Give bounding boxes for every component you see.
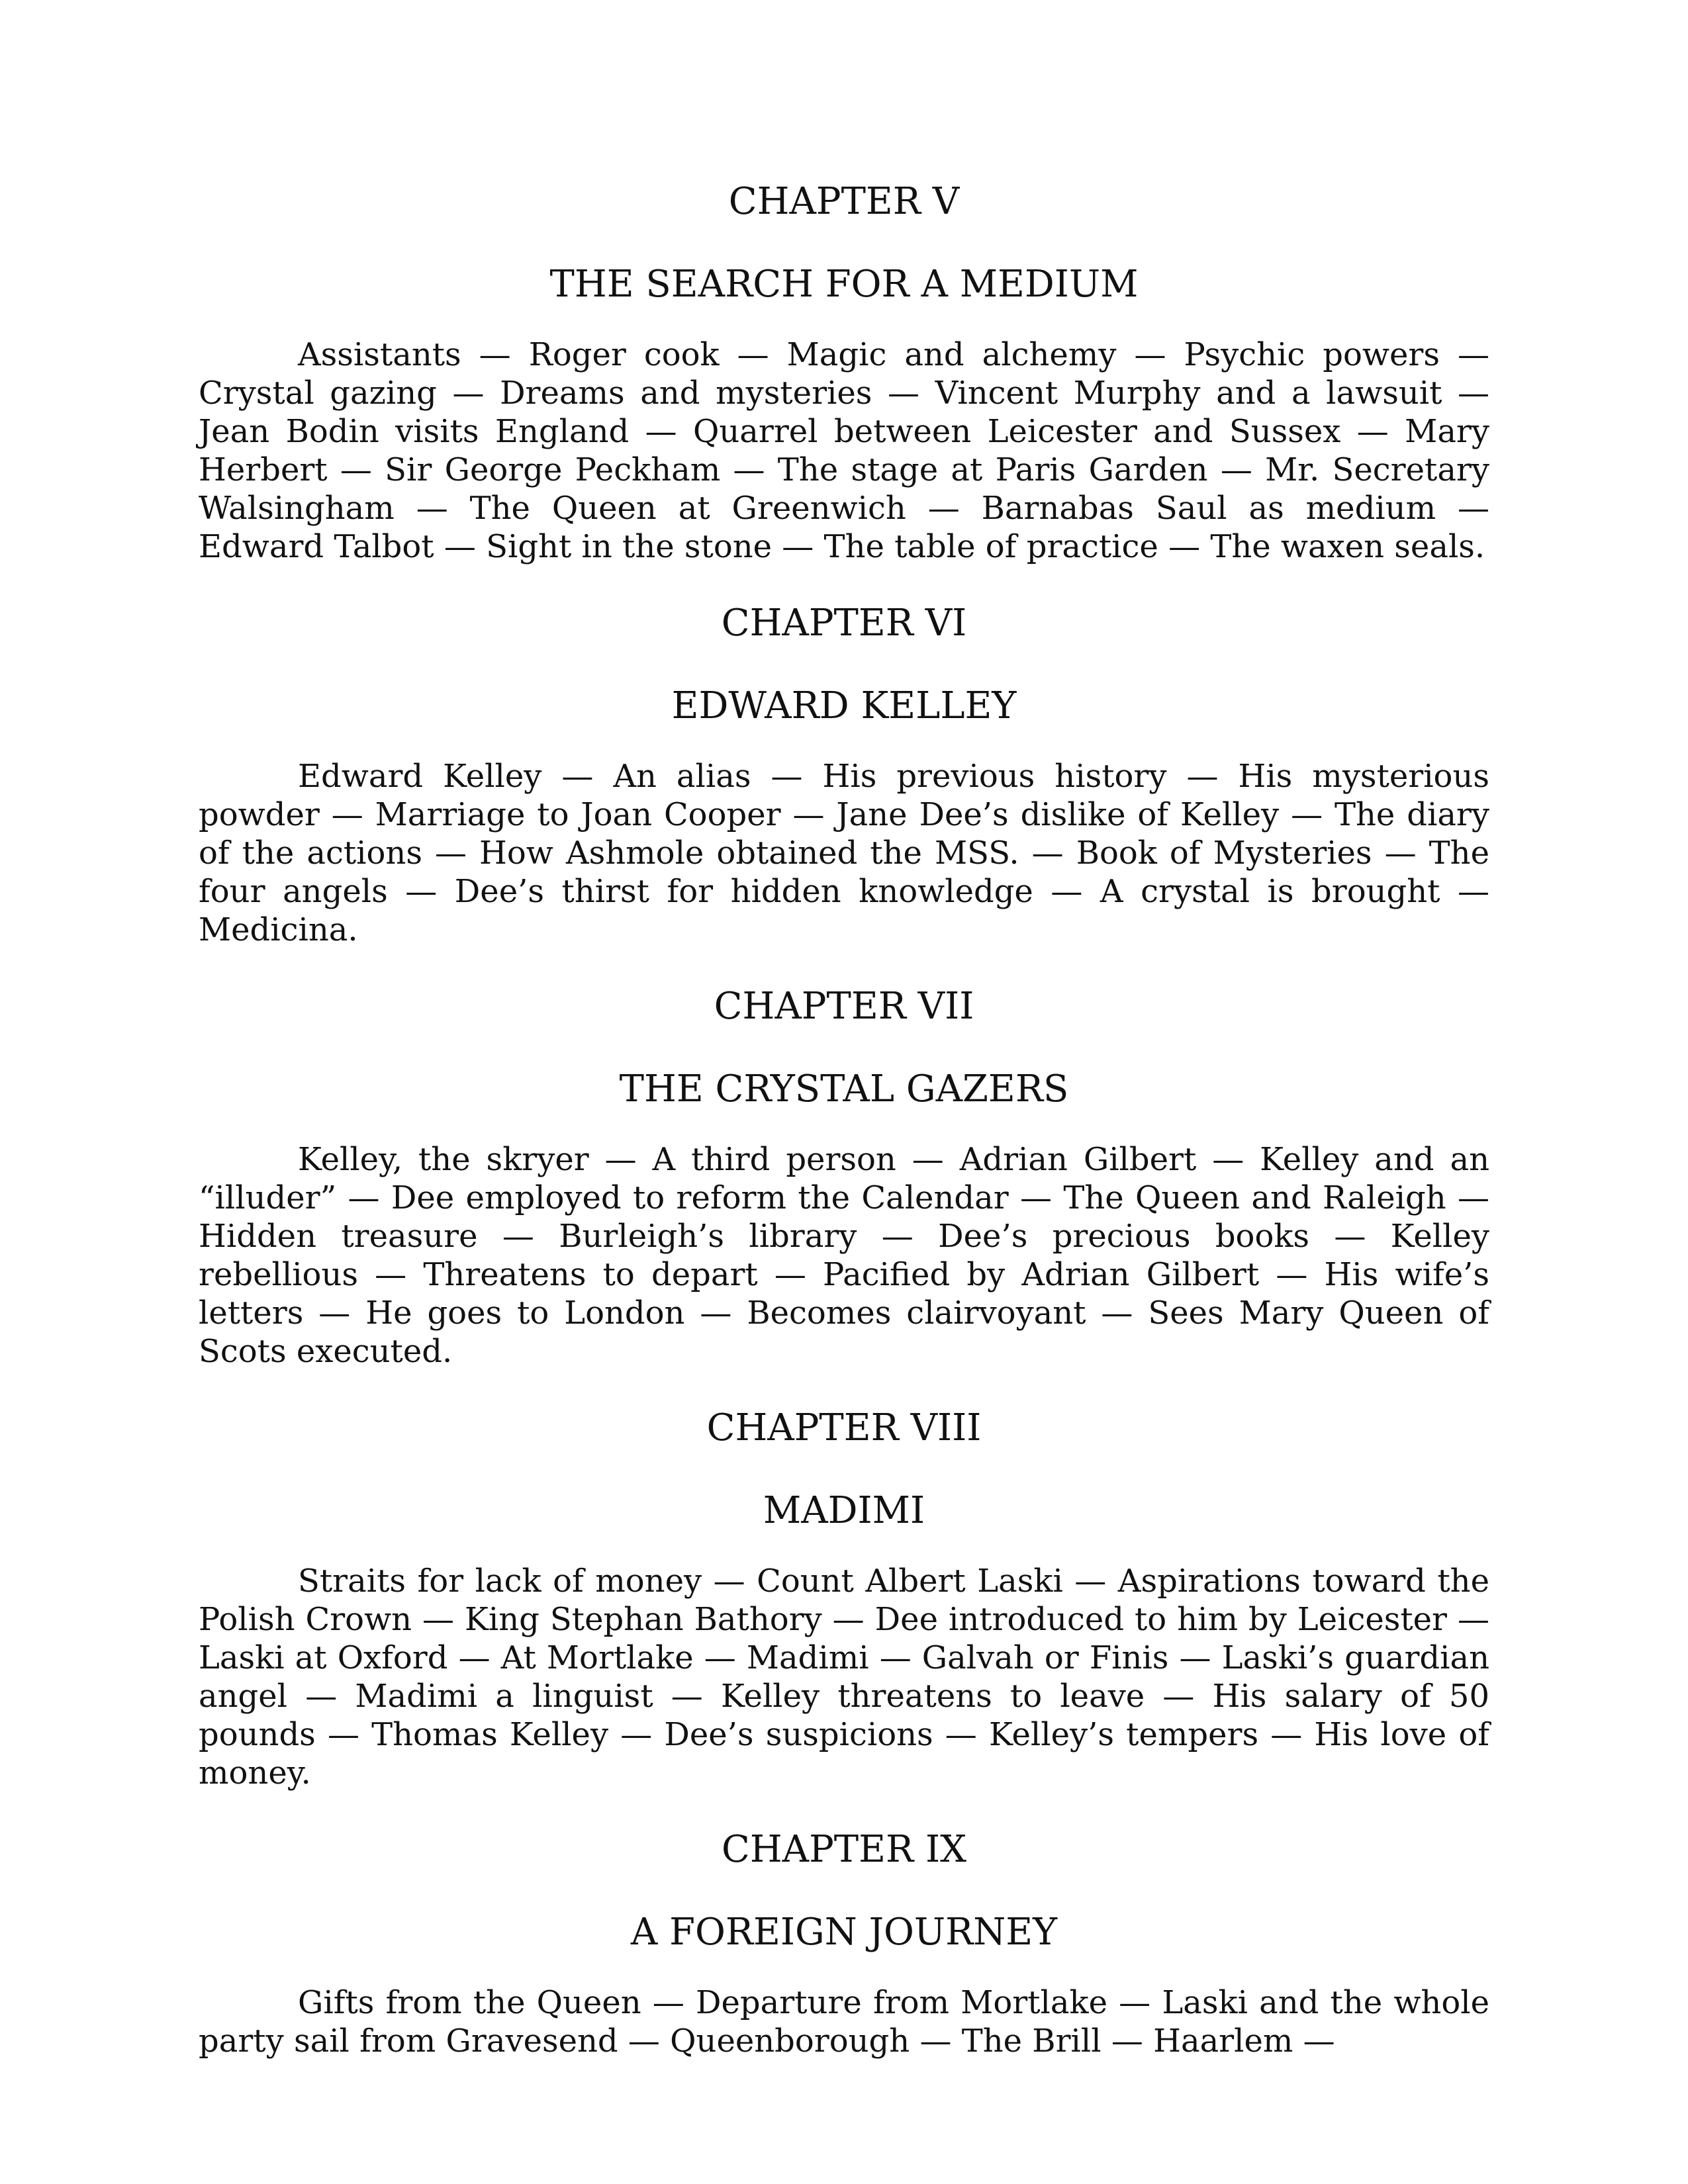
chapter-8	[199, 1405, 1489, 1792]
book-page	[199, 179, 1489, 2095]
chapter-synopsis: Gifts from the Queen — Departure from Mortlake — Laski and the whole party sail from Gravesend — Queenborough — The Brill — Haarlem —	[199, 1984, 1489, 2060]
chapter-title: THE CRYSTAL GAZERS	[619, 1068, 1069, 1111]
chapter-5	[199, 179, 1489, 566]
chapter-number: CHAPTER VII	[714, 985, 974, 1028]
chapter-title: THE SEARCH FOR A MEDIUM	[549, 263, 1139, 306]
chapter-7	[199, 983, 1489, 1371]
chapter-synopsis: Assistants — Roger cook — Magic and alchemy — Psychic powers — Crystal gazing — Dreams and mysteries — Vincent Murphy and a lawsuit — Jean Bodin visits England — Quarrel between Leicester and Sussex — Mary Herbert — Sir George Peckham — The stage at Paris Garden — Mr. Secretary Walsingham — The Queen at Greenwich — Barnabas Saul as medium — Edward Talbot — Sight in the stone — The table of practice — The waxen seals.	[199, 336, 1489, 565]
chapter-synopsis: Straits for lack of money — Count Albert Laski — Aspirations toward the Polish Crown — King Stephan Bathory — Dee introduced to him by Leicester — Laski at Oxford — At Mortlake — Madimi — Galvah or Finis — Laski’s guardian angel — Madimi a linguist — Kelley threatens to leave — His salary of 50 pounds — Thomas Kelley — Dee’s suspicions — Kelley’s tempers — His love of money.	[199, 1563, 1489, 1792]
chapter-6	[199, 600, 1489, 949]
chapter-number: CHAPTER V	[728, 180, 960, 223]
chapter-title: EDWARD KELLEY	[671, 684, 1017, 727]
chapter-title: MADIMI	[763, 1489, 925, 1532]
chapter-title: A FOREIGN JOURNEY	[630, 1911, 1058, 1954]
chapter-synopsis: Kelley, the skryer — A third person — Adrian Gilbert — Kelley and an “illuder” — Dee employed to reform the Calendar — The Queen and Raleigh — Hidden treasure — Burleigh’s library — Dee’s precious books — Kelley rebellious — Threatens to depart — Pacified by Adrian Gilbert — His wife’s letters — He goes to London — Becomes clairvoyant — Sees Mary Queen of Scots executed.	[199, 1141, 1489, 1370]
chapter-number: CHAPTER VI	[721, 602, 967, 645]
chapter-number: CHAPTER VIII	[706, 1406, 982, 1449]
chapter-9	[199, 1827, 1489, 2060]
chapter-synopsis: Edward Kelley — An alias — His previous history — His mysterious powder — Marriage to Joan Cooper — Jane Dee’s dislike of Kelley — The diary of the actions — How Ashmole obtained the MSS. — Book of Mysteries — The four angels — Dee’s thirst for hidden knowledge — A crystal is brought — Medicina.	[199, 758, 1489, 948]
chapter-number: CHAPTER IX	[722, 1828, 966, 1871]
